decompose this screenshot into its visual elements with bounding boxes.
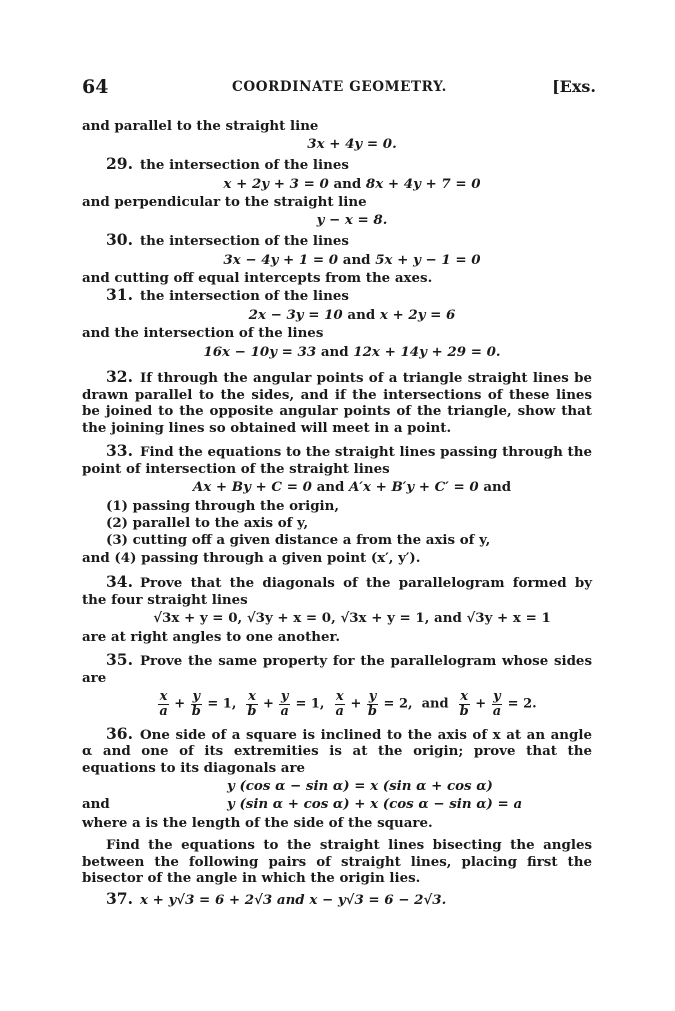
exercise-31: 31. the intersection of the lines [106,285,349,305]
exercise-34: 34. Prove that the diagonals of the parallelogram formed by the four straight lines [82,572,592,608]
equation: y (cos α − sin α) = x (sin α + cos α) [227,778,493,795]
exercise-number: 31. [106,285,133,305]
exercise-number: 32. [106,367,133,387]
text-line: and perpendicular to the straight line [82,193,367,210]
exercise-number: 34. [106,572,133,592]
list-item: and (4) passing through a given point (x′, y′). [82,549,421,566]
exercise-32: 32. If through the angular points of a triangle straight lines be drawn parallel to the sides, and if the intersections of these lines be joined to the opposite angular points of the triangle, show that the joining lines so obtained will meet in a point. [82,367,592,436]
page-number: 64 [82,76,109,98]
equation: 16x − 10y = 33 and 12x + 14y + 29 = 0. [203,343,501,360]
text-line: and parallel to the straight line [82,118,319,134]
equation: 3x + 4y = 0. [307,136,397,153]
list-item: (1) passing through the origin, [106,497,340,514]
exercise-number: 30. [106,229,133,249]
running-head: COORDINATE GEOMETRY. [232,79,447,95]
exercise-33: 33. Find the equations to the straight lines passing through the point of intersection of the straight lines [82,441,592,477]
text-line: are at right angles to one another. [82,628,341,645]
equation: 3x − 4y + 1 = 0 and 5x + y − 1 = 0 [223,251,481,268]
text-line: where a is the length of the side of the square. [82,814,433,831]
text-line: and the intersection of the lines [82,325,324,342]
exercise-number: 37. [106,889,133,909]
list-item: (3) cutting off a given distance a from the axis of y, [106,532,491,549]
exercise-30: 30. the intersection of the lines [106,229,349,249]
exercise-36: 36. One side of a square is inclined to the axis of x at an angle α and one of its extremities is at the origin; prove that the equations to its diagonals are [82,723,592,776]
exercise-number: 36. [106,723,133,743]
section-marker: [Exs. [552,77,596,96]
page-header [82,76,596,100]
exercise-37: 37. x + y√3 = 6 + 2√3 and x − y√3 = 6 − 2√3. [106,889,447,909]
exercise-number: 35. [106,650,133,669]
exercise-29: 29. the intersection of the lines [106,153,349,173]
exercise-number: 29. [106,153,133,173]
text-line: and cutting off equal intercepts from the axes. [82,269,433,286]
equation: x + 2y + 3 = 0 and 8x + 4y + 7 = 0 [223,175,481,192]
equation: and y (sin α + cos α) + x (cos α − sin α) = a [82,796,523,813]
equation: 2x − 3y = 10 and x + 2y = 6 [248,307,456,324]
fraction-equations: $\frac{x}{a}$ + $\frac{y}{b}$ = 1, $\frac{x}{b}$ + $\frac{y}{a}$ = 1, $\frac{x}{a}$ + $\frac{y}{b}$ = 2, and $\frac{x}{b}$ + $\frac{y}{a}$ = 2. [159,689,537,719]
list-item: (2) parallel to the axis of y, [106,515,309,532]
equation: y − x = 8. [316,212,388,229]
exercise-35: 35. Prove the same property for the parallelogram whose sides are [82,650,592,686]
instruction-paragraph: Find the equations to the straight lines bisecting the angles between the following pairs of straight lines, placing first the bisector of the angle in which the origin lies. [82,837,592,886]
equation: Ax + By + C = 0 and A′x + B′y + C′ = 0 and [192,479,512,496]
page-body [82,118,592,909]
exercise-number: 33. [106,441,133,461]
equation: √3x + y = 0, √3y + x = 0, √3x + y = 1, and √3y + x = 1 [153,610,551,627]
